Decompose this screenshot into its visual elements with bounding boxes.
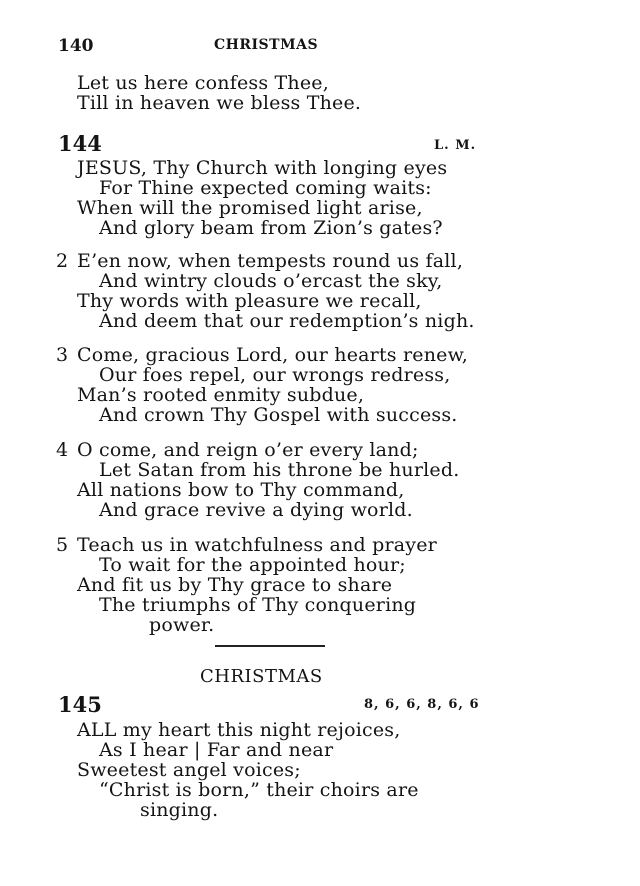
hymn-line: For Thine expected coming waits: <box>99 177 432 199</box>
verse-number: 4 <box>56 439 69 461</box>
section-divider <box>215 645 325 647</box>
verse-number: 5 <box>56 534 69 556</box>
hymn-line: E’en now, when tempests round us fall, <box>77 250 464 272</box>
verse-number: 3 <box>56 344 69 366</box>
hymn-line: To wait for the appointed hour; <box>99 554 406 576</box>
hymn-line: Man’s rooted enmity subdue, <box>77 384 365 406</box>
hymn-line: Our foes repel, our wrongs redress, <box>99 364 451 386</box>
hymn-line: Let Satan from his throne be hurled. <box>99 459 460 481</box>
section-heading: CHRISTMAS <box>200 666 323 687</box>
hymn-line: power. <box>149 614 215 636</box>
page-number: 140 <box>58 36 94 56</box>
hymn-line: Come, gracious Lord, our hearts renew, <box>77 344 469 366</box>
hymn-line: All nations bow to Thy command, <box>77 479 405 501</box>
hymn-line: singing. <box>140 799 219 821</box>
hymn-meter: L. M. <box>434 138 477 153</box>
hymn-line: Teach us in watchfulness and prayer <box>77 534 437 556</box>
verse-number: 2 <box>56 250 69 272</box>
hymn-line: ALL my heart this night rejoices, <box>77 719 401 741</box>
hymn-line: And crown Thy Gospel with success. <box>99 404 458 426</box>
hymn-line: Thy words with pleasure we recall, <box>77 290 422 312</box>
running-title: CHRISTMAS <box>214 37 319 53</box>
hymn-line: And fit us by Thy grace to share <box>77 574 393 596</box>
hymn-line: And wintry clouds o’ercast the sky, <box>99 270 443 292</box>
hymn-line: And deem that our redemption’s nigh. <box>99 310 475 332</box>
hymn-line: “Christ is born,” their choirs are <box>99 779 419 801</box>
hymn-line: JESUS, Thy Church with longing eyes <box>77 157 448 179</box>
hymn-line: When will the promised light arise, <box>77 197 423 219</box>
carryover-line: Let us here confess Thee, <box>77 72 329 94</box>
hymn-line: And glory beam from Zion’s gates? <box>99 217 443 239</box>
hymn-line: And grace revive a dying world. <box>99 499 413 521</box>
hymn-meter: 8, 6, 6, 8, 6, 6 <box>364 697 480 712</box>
hymn-number: 144 <box>58 131 102 156</box>
hymn-line: Sweetest angel voices; <box>77 759 301 781</box>
carryover-line: Till in heaven we bless Thee. <box>77 92 362 114</box>
hymn-line: The triumphs of Thy conquering <box>99 594 417 616</box>
hymn-line: O come, and reign o’er every land; <box>77 439 419 461</box>
hymn-number: 145 <box>58 692 102 717</box>
hymn-line: As I hear | Far and near <box>99 739 334 761</box>
